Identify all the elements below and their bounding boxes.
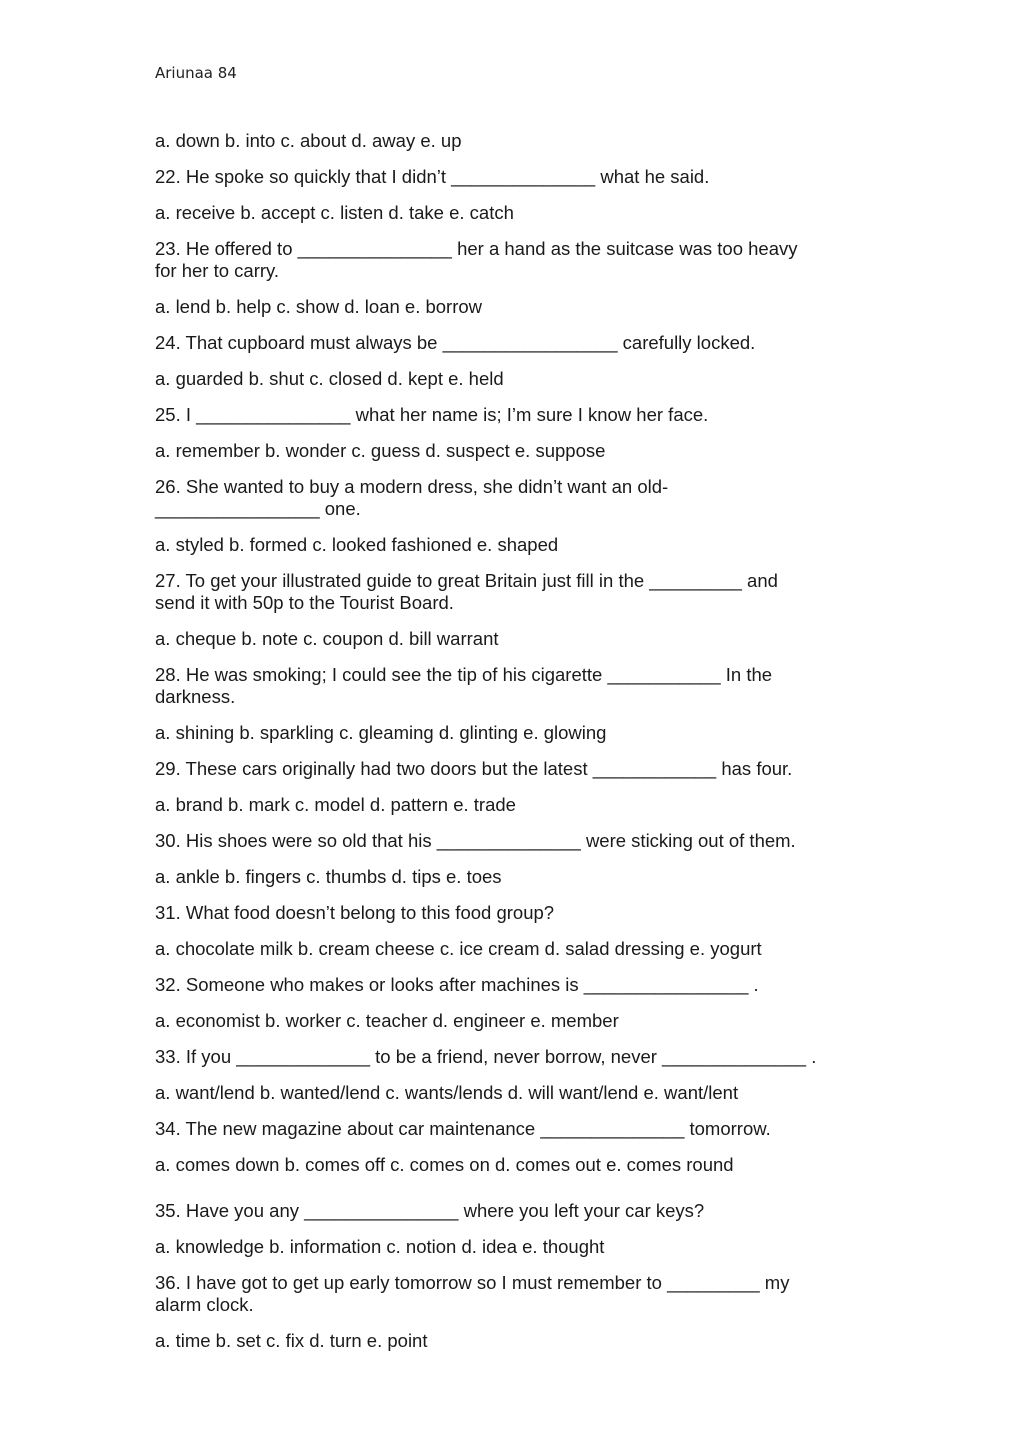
answer-options: a. comes down b. comes off c. comes on d. comes out e. comes round [155, 1154, 734, 1175]
question-30: 30. His shoes were so old that his ______________ were sticking out of them. [155, 830, 796, 851]
answer-options: a. ankle b. fingers c. thumbs d. tips e. toes [155, 866, 502, 887]
question-32: 32. Someone who makes or looks after machines is ________________ . [155, 974, 759, 995]
question-25: 25. I _______________ what her name is; I’m sure I know her face. [155, 404, 709, 425]
question-33: 33. If you _____________ to be a friend, never borrow, never ______________ . [155, 1046, 817, 1067]
question-27: 27. To get your illustrated guide to great Britain just fill in the _________ and send it with 50p to the Tourist Board. [155, 570, 778, 613]
question-26: 26. She wanted to buy a modern dress, she didn’t want an old- ________________ one. [155, 476, 669, 519]
answer-options: a. knowledge b. information c. notion d. idea e. thought [155, 1236, 605, 1257]
answer-options: a. guarded b. shut c. closed d. kept e. held [155, 368, 504, 389]
question-23: 23. He offered to _______________ her a hand as the suitcase was too heavy for her to carry. [155, 238, 798, 281]
answer-options: a. styled b. formed c. looked fashioned e. shaped [155, 534, 559, 555]
answer-options: a. cheque b. note c. coupon d. bill warrant [155, 628, 499, 649]
answer-options: a. economist b. worker c. teacher d. engineer e. member [155, 1010, 619, 1031]
question-36: 36. I have got to get up early tomorrow so I must remember to _________ my alarm clock. [155, 1272, 790, 1315]
answer-options: a. lend b. help c. show d. loan e. borrow [155, 296, 483, 317]
answer-options: a. want/lend b. wanted/lend c. wants/lends d. will want/lend e. want/lent [155, 1082, 739, 1103]
question-24: 24. That cupboard must always be _________________ carefully locked. [155, 332, 756, 353]
answer-options: a. time b. set c. fix d. turn e. point [155, 1330, 428, 1351]
answer-options: a. brand b. mark c. model d. pattern e. trade [155, 794, 516, 815]
answer-options: a. receive b. accept c. listen d. take e. catch [155, 202, 514, 223]
question-28: 28. He was smoking; I could see the tip of his cigarette ___________ In the darkness. [155, 664, 773, 707]
answer-options: a. chocolate milk b. cream cheese c. ice cream d. salad dressing e. yogurt [155, 938, 762, 959]
answer-options: a. shining b. sparkling c. gleaming d. glinting e. glowing [155, 722, 607, 743]
answer-options: a. down b. into c. about d. away e. up [155, 130, 462, 151]
question-22: 22. He spoke so quickly that I didn’t ______________ what he said. [155, 166, 710, 187]
question-31: 31. What food doesn’t belong to this food group? [155, 902, 555, 923]
answer-options: a. remember b. wonder c. guess d. suspect e. suppose [155, 440, 606, 461]
question-34: 34. The new magazine about car maintenance ______________ tomorrow. [155, 1118, 771, 1139]
question-35: 35. Have you any _______________ where you left your car keys? [155, 1200, 705, 1221]
question-29: 29. These cars originally had two doors but the latest ____________ has four. [155, 758, 793, 779]
page-header: Ariunaa 84 [155, 64, 237, 82]
exercise-content [155, 130, 875, 1366]
